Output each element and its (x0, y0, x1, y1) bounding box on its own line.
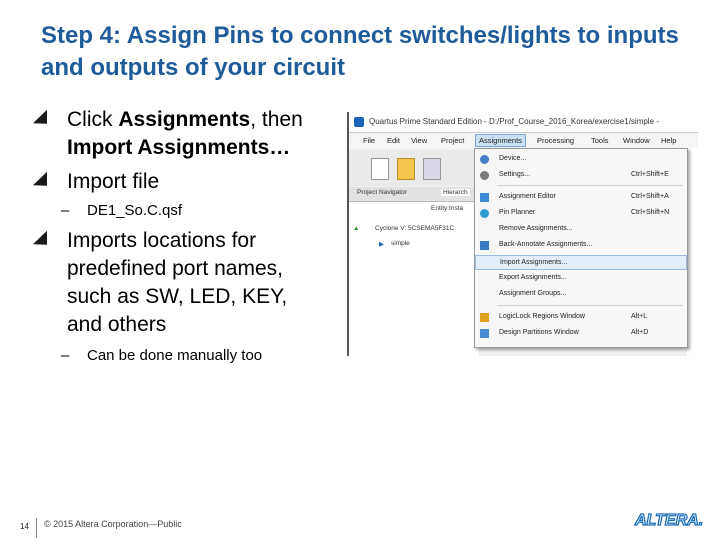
menu-edit[interactable]: Edit (387, 136, 400, 145)
bullet-text: Click (67, 108, 119, 131)
bullet-text: , then (250, 108, 303, 131)
new-file-icon[interactable] (371, 158, 389, 180)
quartus-screenshot (347, 112, 698, 356)
lock-icon (480, 313, 489, 322)
bullet-bold-text: Import Assignments… (67, 136, 291, 159)
window-titlebar (349, 112, 698, 133)
menu-item-shortcut: Alt+D (631, 329, 649, 336)
bullet-import-file (33, 168, 333, 196)
bullet-arrow-icon (33, 231, 47, 252)
menu-item-shortcut: Ctrl+Shift+A (631, 193, 669, 200)
back-annotate-icon (480, 241, 489, 250)
page-number: 14 (20, 522, 29, 531)
menu-item-design-partitions[interactable] (475, 326, 687, 341)
menu-item-shortcut: Ctrl+Shift+E (631, 171, 669, 178)
project-navigator-tabs (349, 187, 479, 202)
expand-arrow-icon[interactable]: ▶ (379, 241, 384, 248)
assignments-dropdown-menu (474, 148, 688, 348)
menu-item-label: Design Partitions Window (499, 329, 579, 336)
menu-item-export-assignments[interactable] (475, 271, 687, 286)
entity-item-simple[interactable]: simple (391, 240, 410, 247)
menu-item-label: Device... (499, 155, 527, 162)
menu-item-settings[interactable] (475, 168, 687, 183)
menu-bar (349, 133, 698, 149)
pin-planner-icon (480, 209, 489, 218)
settings-icon (480, 171, 489, 180)
menu-item-assignment-editor[interactable] (475, 190, 687, 205)
window-title: Quartus Prime Standard Edition - D:/Prof_Course_2016_Korea/exercise1/simple - (369, 117, 659, 126)
menu-item-label: Assignment Editor (499, 193, 556, 200)
assignment-editor-icon (480, 193, 489, 202)
altera-logo (633, 509, 709, 529)
menu-help[interactable]: Help (661, 136, 677, 145)
menu-file[interactable]: File (363, 136, 376, 145)
right-panel-edge (687, 148, 698, 356)
menu-item-label: Pin Planner (499, 209, 536, 216)
bullet-text: Import file (67, 170, 160, 193)
menu-item-back-annotate[interactable] (475, 238, 687, 253)
menu-view[interactable]: View (411, 136, 428, 145)
bullet-arrow-icon (33, 110, 47, 131)
menu-item-label: Remove Assignments... (499, 225, 573, 232)
bullet-click-assignments (33, 106, 333, 162)
menu-item-label: Import Assignments... (500, 259, 568, 266)
subbullet-text: Can be done manually too (87, 347, 263, 364)
logo-text: ALTERA. (635, 512, 704, 529)
bullet-bold-text: Assignments (118, 108, 251, 131)
footer-copyright: © 2015 Altera Corporation—Public (44, 519, 182, 529)
device-icon (480, 155, 489, 164)
menu-item-label: Export Assignments... (499, 274, 567, 281)
menu-project[interactable]: Project (441, 136, 465, 145)
menu-item-shortcut: Ctrl+Shift+N (631, 209, 670, 216)
bullet-imports-locations (33, 227, 313, 339)
menu-assignments[interactable]: Assignments (475, 134, 526, 147)
footer-divider (36, 518, 37, 538)
device-chip-icon: ▲ (353, 225, 360, 232)
menu-processing[interactable]: Processing (537, 136, 575, 145)
menu-item-pin-planner[interactable] (475, 206, 687, 221)
project-navigator-panel (349, 202, 479, 356)
menu-item-import-assignments[interactable] (475, 255, 687, 270)
menu-tools[interactable]: Tools (591, 136, 609, 145)
menu-item-shortcut: Alt+L (631, 313, 648, 320)
toolbar (349, 150, 479, 186)
tab-hierarchy[interactable]: Hierarch (443, 189, 468, 196)
subbullet-manual: – Can be done manually too (61, 347, 263, 364)
bullet-text: Imports locations for predefined port names, such as SW, LED, KEY, and others (67, 229, 288, 336)
menu-item-logiclock[interactable] (475, 310, 687, 325)
tab-project-navigator[interactable]: Project Navigator (357, 189, 407, 196)
menu-item-label: Assignment Groups... (499, 290, 567, 297)
bullet-arrow-icon (33, 172, 47, 193)
menu-window[interactable]: Window (623, 136, 650, 145)
quartus-app-icon (354, 117, 364, 127)
partitions-icon (480, 329, 489, 338)
menu-item-assignment-groups[interactable] (475, 287, 687, 302)
menu-item-remove-assignments[interactable] (475, 222, 687, 237)
save-icon[interactable] (423, 158, 441, 180)
subbullet-qsf-file: – DE1_So.C.qsf (61, 202, 183, 219)
open-folder-icon[interactable] (397, 158, 415, 180)
subbullet-text: DE1_So.C.qsf (87, 202, 183, 219)
slide-title: Step 4: Assign Pins to connect switches/lights to inputs and outputs of your circuit (41, 22, 679, 81)
menu-item-label: Back-Annotate Assignments... (499, 241, 593, 248)
menu-item-device[interactable] (475, 152, 687, 167)
entity-column-header: Entity:Insta (431, 205, 464, 212)
menu-item-label: LogicLock Regions Window (499, 313, 585, 320)
menu-item-label: Settings... (499, 171, 531, 178)
device-name[interactable]: Cyclone V: 5CSEMA5F31C (375, 225, 455, 232)
